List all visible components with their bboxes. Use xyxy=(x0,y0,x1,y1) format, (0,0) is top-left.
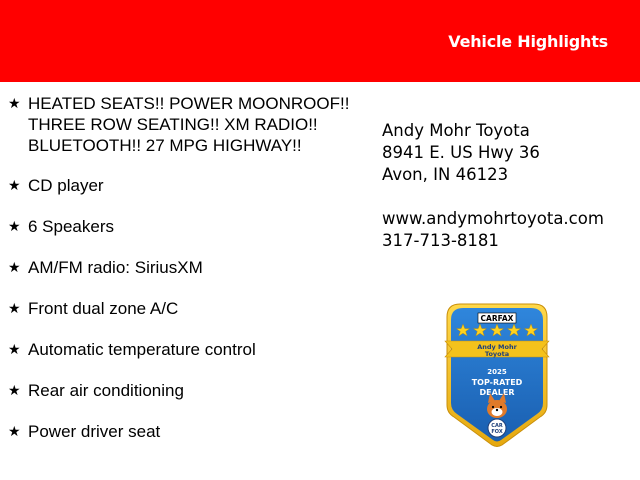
star-bullet-icon: ★ xyxy=(8,423,21,439)
header-banner xyxy=(0,0,640,82)
star-bullet-icon: ★ xyxy=(8,382,21,398)
feature-text: AM/FM radio: SiriusXM xyxy=(28,258,203,277)
feature-item xyxy=(8,380,353,401)
dealer-address-line2: Avon, IN 46123 xyxy=(382,165,509,184)
dealer-phone: 317-713-8181 xyxy=(382,231,499,250)
feature-list xyxy=(8,93,353,442)
feature-text: Rear air conditioning xyxy=(28,381,184,400)
badge-brand-text: CARFAX xyxy=(480,314,514,323)
feature-text: Front dual zone A/C xyxy=(28,299,179,318)
dealer-info xyxy=(382,120,604,252)
badge-award-line1: TOP-RATED xyxy=(471,378,523,387)
feature-item xyxy=(8,93,353,156)
badge-award-line2: DEALER xyxy=(479,388,515,397)
star-bullet-icon: ★ xyxy=(8,259,21,275)
page-title: Vehicle Highlights xyxy=(448,32,608,51)
badge-mascot-line2: FOX xyxy=(491,429,503,435)
feature-item xyxy=(8,216,353,237)
dealer-name: Andy Mohr Toyota xyxy=(382,121,530,140)
star-bullet-icon: ★ xyxy=(8,95,21,111)
feature-item xyxy=(8,175,353,196)
dealer-website: www.andymohrtoyota.com xyxy=(382,209,604,228)
feature-text: CD player xyxy=(28,176,104,195)
feature-text: Power driver seat xyxy=(28,422,161,441)
dealer-address-line1: 8941 E. US Hwy 36 xyxy=(382,143,540,162)
badge-mascot-line1: CAR xyxy=(491,423,503,429)
badge-year: 2025 xyxy=(487,368,507,376)
badge-dealer-line1: Andy Mohr xyxy=(477,343,517,351)
feature-item xyxy=(8,339,353,360)
star-bullet-icon: ★ xyxy=(8,218,21,234)
badge-dealer-line2: Toyota xyxy=(484,350,510,358)
star-bullet-icon: ★ xyxy=(8,300,21,316)
star-bullet-icon: ★ xyxy=(8,341,21,357)
feature-item xyxy=(8,421,353,442)
star-bullet-icon: ★ xyxy=(8,177,21,193)
feature-item xyxy=(8,298,353,319)
carfax-top-rated-badge-icon xyxy=(444,301,550,449)
feature-text: HEATED SEATS!! POWER MOONROOF!! THREE ROW SEATING!! XM RADIO!! BLUETOOTH!! 27 MPG HIGHWAY!! xyxy=(28,94,350,155)
feature-text: 6 Speakers xyxy=(28,217,114,236)
feature-item xyxy=(8,257,353,278)
feature-text: Automatic temperature control xyxy=(28,340,256,359)
